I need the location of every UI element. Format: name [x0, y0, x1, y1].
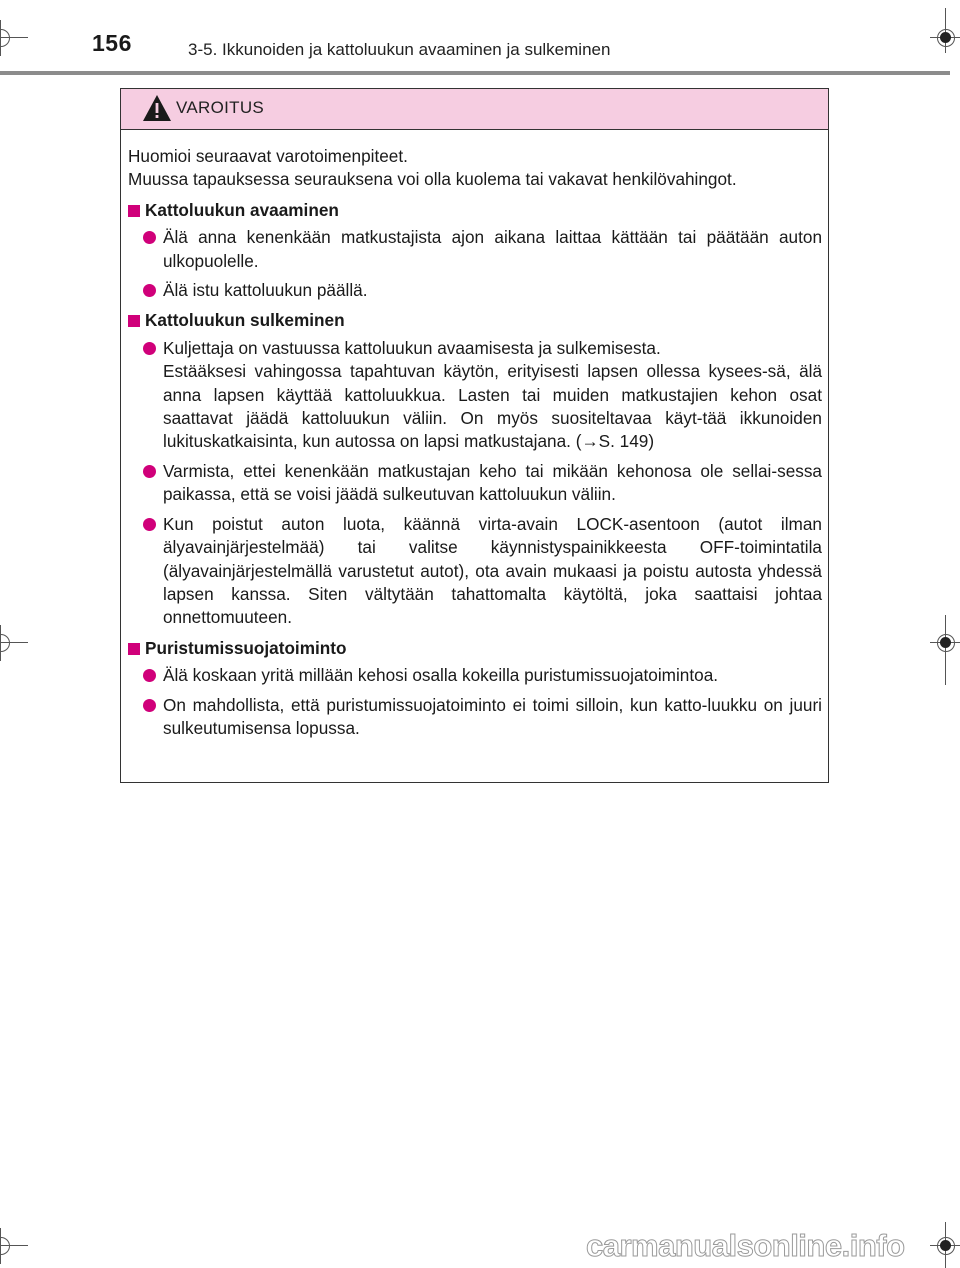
list-item-text: Kun poistut auton luota, käännä virta-avain LOCK-asentoon (autot ilman älyavainjärjestelmää) tai valitse käynnistyspainikkeesta OFF-toimintatila (älyavainjärjestelmällä varustetut autot), ota avain mukaasi ja poistu autosta yhdessä lapsen kanssa. Siten vältytään tahattomalta käytöltä, joka saattaisi johtaa onnettomuuteen.	[163, 513, 822, 628]
section-heading-text: Kattoluukun avaaminen	[145, 199, 339, 220]
warning-header	[121, 89, 828, 130]
intro-line: Huomioi seuraavat varotoimenpiteet.	[128, 146, 408, 166]
warning-triangle-icon	[141, 93, 173, 123]
section-heading	[128, 309, 822, 332]
warning-box	[120, 88, 829, 783]
section-heading	[128, 199, 822, 222]
page-number: 156	[92, 30, 132, 56]
warning-intro	[128, 145, 822, 192]
round-bullet-icon	[143, 669, 156, 682]
warning-label: VAROITUS	[176, 98, 265, 117]
list-item	[128, 460, 822, 507]
list-item-text: On mahdollista, että puristumissuojatoiminto ei toimi silloin, kun katto-luukku on juuri sulkeutumisensa lopussa.	[163, 694, 822, 738]
list-item-text: Estääksesi vahingossa tapahtuvan käytön, erityisesti lapsen ollessa kysees-sä, älä anna lapsen käyttää kattoluukkua. Lasten tai muiden matkustajien kehon osat saattavat jäädä kattoluukun väliin. On myös suositeltavaa käyt-tää ikkunoiden lukituskatkaisinta, kun autossa on lapsi matkustajana. (→S. 149)	[163, 361, 822, 452]
list-item	[128, 513, 822, 630]
section-heading-text: Puristumissuojatoiminto	[145, 637, 347, 658]
square-bullet-icon	[128, 643, 140, 655]
section-heading	[128, 637, 822, 660]
section-heading-text: Kattoluukun sulkeminen	[145, 310, 345, 331]
square-bullet-icon	[128, 205, 140, 217]
round-bullet-icon	[143, 342, 156, 355]
round-bullet-icon	[143, 699, 156, 712]
round-bullet-icon	[143, 518, 156, 531]
intro-line: Muussa tapauksessa seurauksena voi olla kuolema tai vakavat henkilövahingot.	[128, 169, 737, 190]
watermark	[586, 1228, 936, 1264]
list-item	[128, 226, 822, 273]
section-title: 3-5. Ikkunoiden ja kattoluukun avaaminen ja sulkeminen	[188, 40, 611, 59]
list-item	[128, 337, 822, 454]
list-item	[128, 694, 822, 741]
list-item-text: Varmista, ettei kenenkään matkustajan keho tai mikään kehonosa ole sellai-sessa paikassa, että se voisi jäädä sulkeutuvan kattoluukun väliin.	[163, 460, 822, 505]
list-item	[128, 664, 822, 687]
list-item-text: Älä anna kenenkään matkustajista ajon aikana laittaa kättään tai päätään auton ulkopuolelle.	[163, 227, 822, 271]
list-item-text: Älä istu kattoluukun päällä.	[163, 280, 368, 301]
watermark-text: carmanualsonline.info	[586, 1228, 905, 1263]
header-rule	[0, 71, 950, 75]
round-bullet-icon	[143, 284, 156, 297]
list-item-text: Älä koskaan yritä millään kehosi osalla kokeilla puristumissuojatoimintoa.	[163, 665, 719, 686]
round-bullet-icon	[143, 231, 156, 244]
list-item	[128, 279, 822, 302]
list-item-text: Kuljettaja on vastuussa kattoluukun avaamisesta ja sulkemisesta.	[163, 337, 661, 358]
round-bullet-icon	[143, 465, 156, 478]
warning-content	[128, 145, 822, 740]
square-bullet-icon	[128, 315, 140, 327]
